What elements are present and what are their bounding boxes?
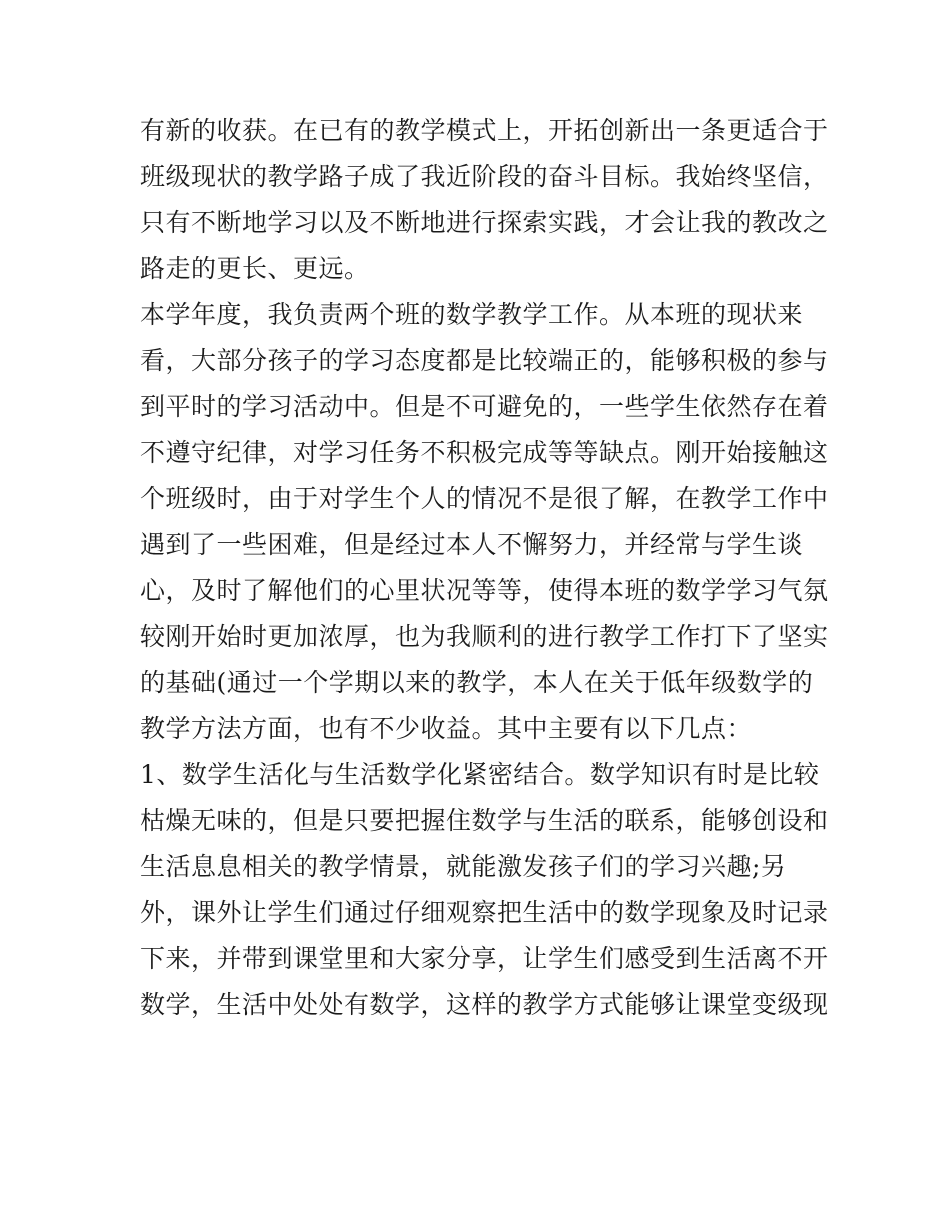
text-line: 班级现状的教学路子成了我近阶段的奋斗目标。我始终坚信， xyxy=(140,162,829,191)
text-line: 到平时的学习活动中。但是不可避免的，一些学生依然存在着 xyxy=(140,392,829,421)
text-line: 的基础(通过一个学期以来的教学，本人在关于低年级数学的 xyxy=(140,668,814,697)
text-line: 1、数学生活化与生活数学化紧密结合。数学知识有时是比较 xyxy=(140,760,820,789)
text-line: 不遵守纪律，对学习任务不积极完成等等缺点。刚开始接触这 xyxy=(140,438,829,467)
text-line: 枯燥无味的，但是只要把握住数学与生活的联系，能够创设和 xyxy=(140,806,829,835)
text-line: 个班级时，由于对学生个人的情况不是很了解，在教学工作中 xyxy=(140,484,829,513)
body-text xyxy=(140,108,829,1028)
text-line: 教学方法方面，也有不少收益。其中主要有以下几点： xyxy=(140,714,753,743)
text-line: 数学，生活中处处有数学，这样的教学方式能够让课堂变级现 xyxy=(140,990,829,1019)
text-line: 生活息息相关的教学情景，就能激发孩子们的学习兴趣;另 xyxy=(140,852,787,881)
text-line: 遇到了一些困难，但是经过本人不懈努力，并经常与学生谈 xyxy=(140,530,804,559)
text-line: 有新的收获。在已有的教学模式上，开拓创新出一条更适合于 xyxy=(140,116,829,145)
text-line: 心，及时了解他们的心里状况等等，使得本班的数学学习气氛 xyxy=(140,576,829,605)
text-line: 路走的更长、更远。 xyxy=(140,254,370,283)
text-line: 看，大部分孩子的学习态度都是比较端正的，能够积极的参与 xyxy=(140,346,829,375)
text-line: 较刚开始时更加浓厚，也为我顺利的进行教学工作打下了坚实 xyxy=(140,622,829,651)
text-line: 外，课外让学生们通过仔细观察把生活中的数学现象及时记录 xyxy=(140,898,829,927)
text-line: 下来，并带到课堂里和大家分享，让学生们感受到生活离不开 xyxy=(140,944,829,973)
text-line: 只有不断地学习以及不断地进行探索实践，才会让我的教改之 xyxy=(140,208,829,237)
text-line: 本学年度，我负责两个班的数学教学工作。从本班的现状来 xyxy=(140,300,804,329)
